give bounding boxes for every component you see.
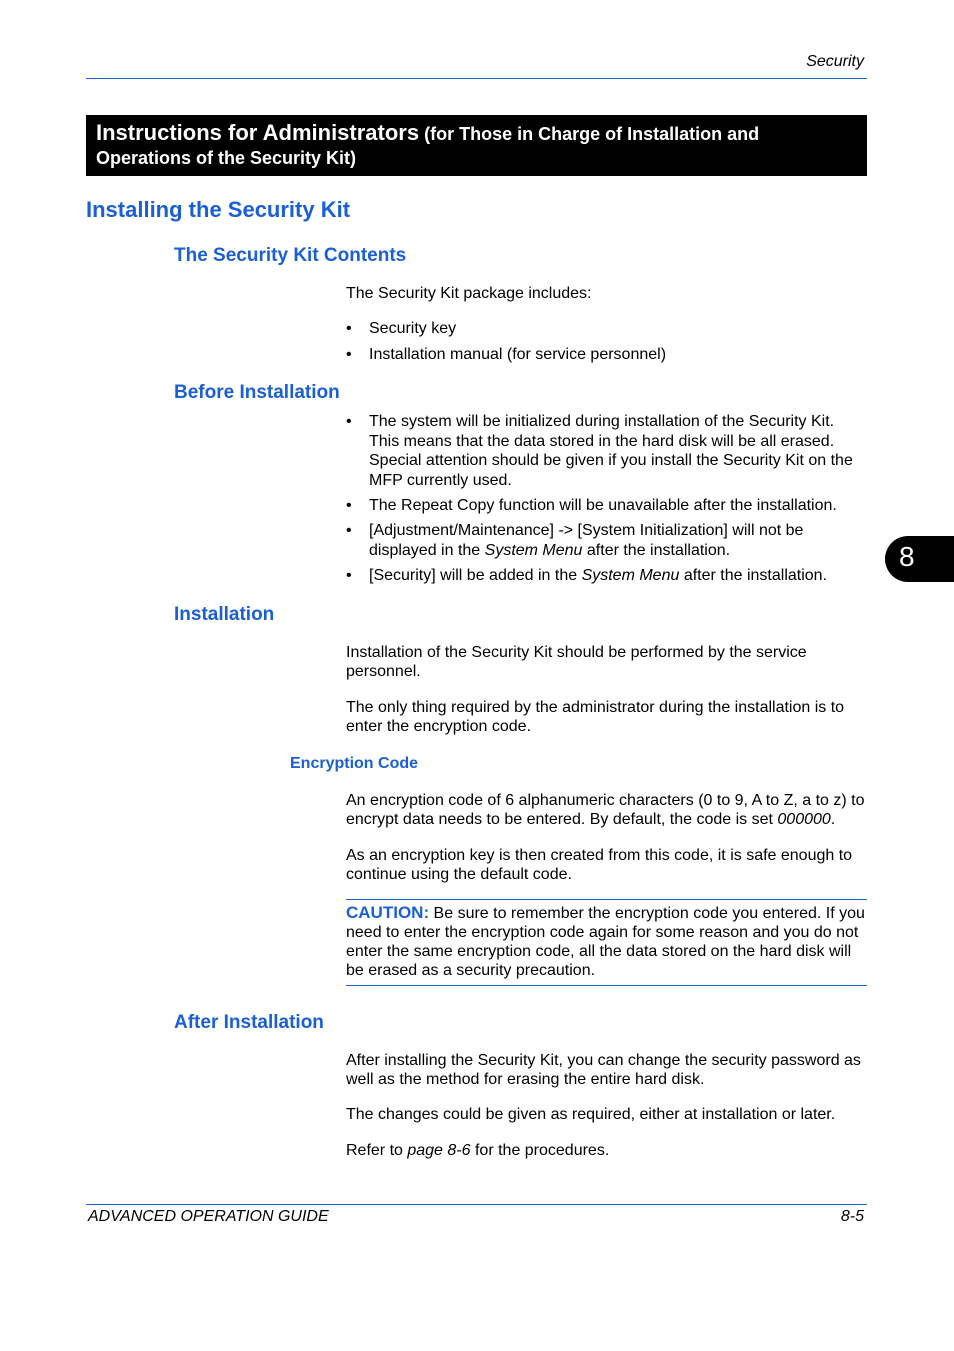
installation-para-1: Installation of the Security Kit should be performed by the service personnel.	[346, 644, 807, 680]
list-item-text: [Adjustment/Maintenance] -> [System Initialization] will not be displayed in the System Menu after the installation.	[369, 522, 804, 559]
bullet: •	[346, 497, 352, 514]
heading-before-installation: Before Installation	[174, 382, 340, 403]
list-item-text: [Security] will be added in the System Menu after the installation.	[369, 567, 828, 584]
contents-intro: The Security Kit package includes:	[346, 285, 592, 302]
banner-title: Instructions for Administrators	[96, 120, 420, 145]
installation-para-2: The only thing required by the administrator during the installation is to enter the encryption code.	[346, 699, 845, 735]
footer-guide-title: ADVANCED OPERATION GUIDE	[88, 1208, 329, 1225]
bullet: •	[346, 413, 352, 430]
banner-subtitle-2: Operations of the Security Kit)	[96, 148, 357, 168]
page-reference: page 8-6	[407, 1142, 471, 1159]
section-title: Installing the Security Kit	[86, 197, 351, 222]
bullet: •	[346, 320, 352, 337]
encryption-para-2: As an encryption key is then created from this code, it is safe enough to continue using the default code.	[346, 847, 853, 883]
emphasis: 000000	[777, 811, 831, 828]
bullet: •	[346, 346, 352, 363]
list-item-text: Installation manual (for service personnel)	[369, 346, 667, 363]
list-item-text: The Repeat Copy function will be unavailable after the installation.	[369, 497, 837, 514]
after-para-1: After installing the Security Kit, you can change the security password as well as the method for erasing the entire hard disk.	[346, 1052, 861, 1088]
footer-rule	[86, 1204, 867, 1205]
encryption-para-1: An encryption code of 6 alphanumeric characters (0 to 9, A to Z, a to z) to encrypt data needs to be entered. By default, the code is set 000000.	[346, 792, 865, 828]
header-rule	[86, 78, 867, 79]
caution-text: Be sure to remember the encryption code you entered. If you need to enter the encryption code again for some reason and you do not enter the same encryption code, all the data stored on the hard disk will be erased as a security precaution.	[346, 905, 865, 979]
bullet: •	[346, 567, 352, 584]
page-number: 8-5	[840, 1208, 864, 1225]
emphasis: System Menu	[581, 567, 680, 584]
chapter-tab	[885, 536, 954, 582]
list-item-text: The system will be initialized during installation of the Security Kit. This means that the data stored in the hard disk will be all erased. Special attention should be given if you install the Security Kit on the MFP currently used.	[369, 413, 853, 489]
heading-encryption-code: Encryption Code	[290, 755, 419, 772]
list-item-text: Security key	[369, 320, 457, 337]
chapter-number: 8	[899, 541, 915, 572]
after-para-3: Refer to page 8-6 for the procedures.	[346, 1142, 610, 1159]
caution-note	[346, 903, 867, 980]
title-banner	[86, 115, 867, 176]
heading-installation: Installation	[174, 604, 275, 625]
after-para-2: The changes could be given as required, either at installation or later.	[346, 1106, 836, 1123]
caution-label: CAUTION:	[346, 903, 430, 922]
heading-after-installation: After Installation	[174, 1012, 324, 1033]
heading-contents: The Security Kit Contents	[174, 245, 407, 266]
bullet: •	[346, 522, 352, 539]
banner-subtitle-1: (for Those in Charge of Installation and	[419, 124, 760, 144]
running-head: Security	[806, 53, 864, 70]
emphasis: System Menu	[484, 541, 583, 559]
